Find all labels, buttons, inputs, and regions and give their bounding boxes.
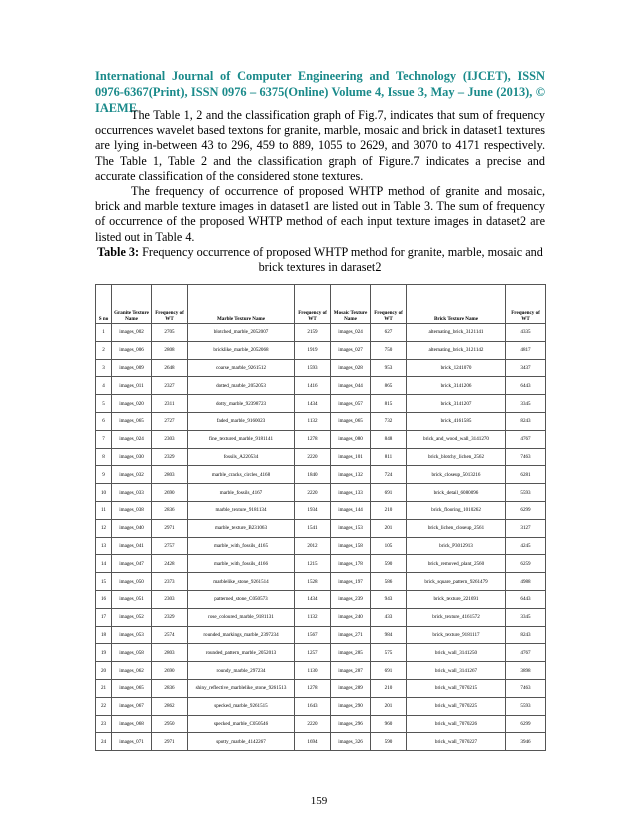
- column-header: Frequency of WT: [371, 285, 407, 324]
- table-cell: 19: [96, 644, 112, 662]
- table-cell: 11: [96, 501, 112, 519]
- table-cell: brick_closeup_5013216: [407, 466, 506, 484]
- table-cell: 2803: [152, 466, 188, 484]
- table-cell: 6299: [506, 715, 546, 733]
- table-cell: 10: [96, 484, 112, 502]
- table-cell: specked_marble_9261515: [188, 697, 295, 715]
- column-header: Frequency of WT: [506, 285, 546, 324]
- table-cell: images_050: [112, 573, 152, 591]
- table-cell: 6281: [506, 466, 546, 484]
- column-header: Mosaic Texture Name: [331, 285, 371, 324]
- table-cell: 691: [371, 662, 407, 680]
- table-cell: 2950: [152, 715, 188, 733]
- table-cell: images_240: [331, 608, 371, 626]
- table-cell: brick_texture_9181117: [407, 626, 506, 644]
- column-header: Marble Texture Name: [188, 285, 295, 324]
- table-cell: marble_texture_B231063: [188, 519, 295, 537]
- table-cell: dotty_marble_92398723: [188, 395, 295, 413]
- table-cell: 2220: [295, 484, 331, 502]
- table-row: [96, 590, 546, 608]
- table-cell: alternating_brick_3121142: [407, 341, 506, 359]
- table-cell: brick_texture_4161572: [407, 608, 506, 626]
- table-cell: images_030: [112, 448, 152, 466]
- table-caption-label: Table 3:: [97, 245, 140, 259]
- table-cell: 2373: [152, 573, 188, 591]
- table-cell: 12: [96, 519, 112, 537]
- table-cell: images_032: [112, 466, 152, 484]
- table-cell: marble_fossils_4167: [188, 484, 295, 502]
- table-cell: 691: [371, 484, 407, 502]
- table-cell: 2648: [152, 359, 188, 377]
- table-cell: 5593: [506, 697, 546, 715]
- table-cell: 105: [371, 537, 407, 555]
- table-cell: 23: [96, 715, 112, 733]
- table-cell: 1593: [295, 359, 331, 377]
- table-cell: 4: [96, 377, 112, 395]
- table-cell: 9: [96, 466, 112, 484]
- table-row: [96, 448, 546, 466]
- table-cell: 811: [371, 448, 407, 466]
- table-cell: 1257: [295, 644, 331, 662]
- table-cell: images_044: [331, 377, 371, 395]
- column-header: Frequency of WT: [295, 285, 331, 324]
- table-cell: brick_wall_7070227: [407, 733, 506, 751]
- table-cell: fine_textured_marble_9181141: [188, 430, 295, 448]
- table-cell: brick_flooring_1010262: [407, 501, 506, 519]
- table-cell: images_296: [331, 715, 371, 733]
- table-row: [96, 324, 546, 342]
- table-cell: 6443: [506, 377, 546, 395]
- table-cell: brick_lichen_closeup_2561: [407, 519, 506, 537]
- column-header: Granite Texture Name: [112, 285, 152, 324]
- table-cell: images_239: [331, 590, 371, 608]
- table-cell: 201: [371, 697, 407, 715]
- table-cell: images_053: [112, 626, 152, 644]
- table-cell: 3345: [506, 395, 546, 413]
- table-cell: 943: [371, 590, 407, 608]
- table-cell: 22: [96, 697, 112, 715]
- table-cell: images_065: [112, 412, 152, 430]
- table-cell: images_326: [331, 733, 371, 751]
- table-cell: 1434: [295, 395, 331, 413]
- table-cell: faded_marble_9160023: [188, 412, 295, 430]
- table-cell: 1840: [295, 466, 331, 484]
- journal-header: International Journal of Computer Engineering and Technology (IJCET), ISSN 0976-6367(Print), ISSN 0976 – 6375(Online) Volume 4, Issue 3, May – June (2013), © IAEME: [95, 69, 545, 115]
- table-cell: images_041: [112, 537, 152, 555]
- table-cell: 1278: [295, 430, 331, 448]
- table-cell: brick_detail_6080096: [407, 484, 506, 502]
- table-cell: 2727: [152, 412, 188, 430]
- table-cell: brick_removed_plant_2560: [407, 555, 506, 573]
- table-cell: alternating_brick_3121141: [407, 324, 506, 342]
- table-cell: 1416: [295, 377, 331, 395]
- table-row: [96, 537, 546, 555]
- table-cell: 8: [96, 448, 112, 466]
- table-cell: 2971: [152, 733, 188, 751]
- table-cell: bricklike_marble_2052068: [188, 341, 295, 359]
- table-cell: 2574: [152, 626, 188, 644]
- table-cell: 7: [96, 430, 112, 448]
- table-cell: images_071: [112, 733, 152, 751]
- table-cell: 5593: [506, 484, 546, 502]
- table-cell: 627: [371, 324, 407, 342]
- table-cell: 2311: [152, 395, 188, 413]
- table-cell: 1278: [295, 679, 331, 697]
- table-row: [96, 430, 546, 448]
- table-cell: 15: [96, 573, 112, 591]
- table-row: [96, 501, 546, 519]
- table-cell: specked_marble_C050546: [188, 715, 295, 733]
- column-header: S no: [96, 285, 112, 324]
- table-cell: brick_wall_3141267: [407, 662, 506, 680]
- table-cell: coarse_marble_9261512: [188, 359, 295, 377]
- table-cell: marble_with_fossils_4165: [188, 537, 295, 555]
- table-cell: images_197: [331, 573, 371, 591]
- table-cell: rose_coloured_marble_9181131: [188, 608, 295, 626]
- table-cell: 8243: [506, 626, 546, 644]
- table-cell: images_051: [112, 590, 152, 608]
- table-row: [96, 377, 546, 395]
- table-cell: 590: [371, 733, 407, 751]
- table-row: [96, 662, 546, 680]
- table-cell: fossils_A220534: [188, 448, 295, 466]
- table-cell: images_011: [112, 377, 152, 395]
- table-cell: images_002: [112, 324, 152, 342]
- table-cell: brick_3141206: [407, 377, 506, 395]
- table-cell: 2303: [152, 590, 188, 608]
- table-cell: 7463: [506, 679, 546, 697]
- table-cell: 2808: [152, 341, 188, 359]
- table-cell: 4767: [506, 644, 546, 662]
- table-cell: images_024: [112, 430, 152, 448]
- table-caption: [95, 245, 545, 275]
- table-row: [96, 341, 546, 359]
- table-cell: 3127: [506, 519, 546, 537]
- table-cell: brick_square_pattern_9261479: [407, 573, 506, 591]
- table-cell: 590: [371, 555, 407, 573]
- table-cell: brick_and_wood_wall_3141270: [407, 430, 506, 448]
- table-cell: dotted_marble_2052053: [188, 377, 295, 395]
- table-cell: images_101: [331, 448, 371, 466]
- table-cell: 2803: [152, 644, 188, 662]
- table-cell: brick_wall_7070215: [407, 679, 506, 697]
- table-cell: 4245: [506, 537, 546, 555]
- table-cell: images_040: [112, 519, 152, 537]
- table-cell: 3345: [506, 608, 546, 626]
- table-cell: images_038: [112, 501, 152, 519]
- table-cell: 848: [371, 430, 407, 448]
- table-cell: brick_wall_3141250: [407, 644, 506, 662]
- table-cell: 433: [371, 608, 407, 626]
- page-number: 159: [310, 795, 328, 807]
- table-cell: images_133: [331, 484, 371, 502]
- table-cell: brick_P3012913: [407, 537, 506, 555]
- table-cell: 2: [96, 341, 112, 359]
- table-cell: images_289: [331, 679, 371, 697]
- column-header: Brick Texture Name: [407, 285, 506, 324]
- table-row: [96, 519, 546, 537]
- table-cell: images_178: [331, 555, 371, 573]
- table-cell: 201: [371, 519, 407, 537]
- table-row: [96, 697, 546, 715]
- table-cell: images_132: [331, 466, 371, 484]
- table-cell: 6: [96, 412, 112, 430]
- table-cell: images_065: [112, 679, 152, 697]
- table-cell: 4335: [506, 324, 546, 342]
- table-header-row: [96, 285, 546, 324]
- table-cell: brick_4161585: [407, 412, 506, 430]
- table-cell: 2690: [152, 662, 188, 680]
- table-row: [96, 555, 546, 573]
- table-cell: images_065: [331, 412, 371, 430]
- table-cell: images_033: [112, 484, 152, 502]
- table-cell: 1132: [295, 608, 331, 626]
- table-row: [96, 412, 546, 430]
- table-cell: 1567: [295, 626, 331, 644]
- table-cell: 3898: [506, 662, 546, 680]
- table-cell: 6299: [506, 501, 546, 519]
- table-cell: 984: [371, 626, 407, 644]
- table-cell: brick_blotchy_lichen_2562: [407, 448, 506, 466]
- table-cell: images_057: [331, 395, 371, 413]
- table-cell: images_027: [331, 341, 371, 359]
- table-cell: 1694: [295, 733, 331, 751]
- table-cell: 732: [371, 412, 407, 430]
- table-cell: images_144: [331, 501, 371, 519]
- table-cell: 2836: [152, 679, 188, 697]
- table-cell: 865: [371, 377, 407, 395]
- table-cell: brick_1241070: [407, 359, 506, 377]
- table-cell: shiny_reflective_marblelike_stone_9261513: [188, 679, 295, 697]
- table-cell: images_080: [331, 430, 371, 448]
- table-cell: images_287: [331, 662, 371, 680]
- table-row: [96, 359, 546, 377]
- table-cell: 14: [96, 555, 112, 573]
- table-cell: 4817: [506, 341, 546, 359]
- table-cell: images_024: [331, 324, 371, 342]
- table-cell: 2220: [295, 448, 331, 466]
- table-cell: 4767: [506, 430, 546, 448]
- table-cell: 2690: [152, 484, 188, 502]
- table-row: [96, 484, 546, 502]
- table-row: [96, 466, 546, 484]
- table-cell: 3437: [506, 359, 546, 377]
- table-cell: images_271: [331, 626, 371, 644]
- table-cell: 2012: [295, 537, 331, 555]
- table-cell: 2971: [152, 519, 188, 537]
- table-cell: images_047: [112, 555, 152, 573]
- table-cell: images_062: [112, 662, 152, 680]
- table-cell: 210: [371, 501, 407, 519]
- table-row: [96, 679, 546, 697]
- table-cell: 5: [96, 395, 112, 413]
- table-cell: 575: [371, 644, 407, 662]
- table-cell: 3946: [506, 733, 546, 751]
- table-cell: 1919: [295, 341, 331, 359]
- table-cell: marble_cracks_circles_4168: [188, 466, 295, 484]
- table-row: [96, 626, 546, 644]
- table-cell: 2159: [295, 324, 331, 342]
- table-cell: 2329: [152, 608, 188, 626]
- paragraph-2: The frequency of occurrence of proposed WHTP method of granite and mosaic, brick and marble texture images in dataset1 are listed out in Table 3. The sum of frequency of occurrence of the proposed WHTP method of each input texture images in dataset2 are listed out in Table 4.: [95, 184, 545, 244]
- table-cell: 960: [371, 715, 407, 733]
- table-cell: images_068: [112, 715, 152, 733]
- table-cell: images_058: [112, 644, 152, 662]
- table-cell: 2329: [152, 448, 188, 466]
- body-text: [95, 108, 545, 245]
- column-header: Frequency of WT: [152, 285, 188, 324]
- table-cell: 7463: [506, 448, 546, 466]
- table-cell: roundy_marble_297234: [188, 662, 295, 680]
- table-cell: images_067: [112, 697, 152, 715]
- table-cell: images_028: [331, 359, 371, 377]
- table-cell: 1130: [295, 662, 331, 680]
- table-cell: rounded_pattern_marble_2052013: [188, 644, 295, 662]
- table-cell: 1132: [295, 412, 331, 430]
- table-cell: 20: [96, 662, 112, 680]
- table-cell: 1528: [295, 573, 331, 591]
- table-cell: images_006: [112, 341, 152, 359]
- table-cell: images_020: [112, 395, 152, 413]
- table-cell: rounded_markings_marble_2397234: [188, 626, 295, 644]
- table-cell: 13: [96, 537, 112, 555]
- table-cell: 815: [371, 395, 407, 413]
- table-cell: images_290: [331, 697, 371, 715]
- table-cell: 1643: [295, 697, 331, 715]
- table-body: [96, 324, 546, 751]
- table-cell: 17: [96, 608, 112, 626]
- table-cell: 2303: [152, 430, 188, 448]
- table-cell: 2327: [152, 377, 188, 395]
- table-cell: brick_3141207: [407, 395, 506, 413]
- table-cell: spotty_marble_4142267: [188, 733, 295, 751]
- table-cell: images_052: [112, 608, 152, 626]
- table-cell: 1: [96, 324, 112, 342]
- frequency-table: [95, 284, 546, 751]
- table-row: [96, 395, 546, 413]
- table-cell: 8243: [506, 412, 546, 430]
- table-row: [96, 608, 546, 626]
- table-cell: 953: [371, 359, 407, 377]
- table-caption-text: Frequency occurrence of proposed WHTP method for granite, marble, mosaic and brick textures in daraset2: [139, 245, 543, 275]
- table-cell: patterned_stone_C050573: [188, 590, 295, 608]
- table-cell: 1541: [295, 519, 331, 537]
- table-row: [96, 733, 546, 751]
- table-cell: brick_wall_7070225: [407, 697, 506, 715]
- table-cell: 4988: [506, 573, 546, 591]
- table-cell: 3: [96, 359, 112, 377]
- table-cell: images_158: [331, 537, 371, 555]
- table-cell: brick_wall_7070226: [407, 715, 506, 733]
- table-cell: images_285: [331, 644, 371, 662]
- table-cell: 18: [96, 626, 112, 644]
- table-cell: 210: [371, 679, 407, 697]
- table-cell: marble_texture_9181134: [188, 501, 295, 519]
- table-cell: 2862: [152, 697, 188, 715]
- table-cell: 2757: [152, 537, 188, 555]
- table-cell: images_009: [112, 359, 152, 377]
- table-cell: 1215: [295, 555, 331, 573]
- table-cell: 21: [96, 679, 112, 697]
- table-cell: images_153: [331, 519, 371, 537]
- table-cell: 2836: [152, 501, 188, 519]
- table-cell: 2705: [152, 324, 188, 342]
- table-cell: 1434: [295, 590, 331, 608]
- table-cell: 6259: [506, 555, 546, 573]
- table-cell: 750: [371, 341, 407, 359]
- table-cell: brick_texture_221691: [407, 590, 506, 608]
- table-cell: 6443: [506, 590, 546, 608]
- table-row: [96, 715, 546, 733]
- table-cell: 2428: [152, 555, 188, 573]
- table-row: [96, 573, 546, 591]
- paragraph-1: The Table 1, 2 and the classification graph of Fig.7, indicates that sum of frequency occurrences wavelet based textons for granite, marble, mosaic and brick in dataset1 textures are lying in-between 43 to 296, 459 to 889, 1055 to 2629, and 3070 to 4171 respectively. The Table 1, Table 2 and the classification graph of Figure.7 indicates a precise and accurate classification of the considered stone textures.: [95, 108, 545, 183]
- table-cell: 1934: [295, 501, 331, 519]
- table-cell: blotched_marble_2052007: [188, 324, 295, 342]
- table-row: [96, 644, 546, 662]
- table-cell: 586: [371, 573, 407, 591]
- table-cell: 724: [371, 466, 407, 484]
- table-cell: 16: [96, 590, 112, 608]
- table-cell: 24: [96, 733, 112, 751]
- table-cell: marblelike_stone_9261514: [188, 573, 295, 591]
- table-cell: 2220: [295, 715, 331, 733]
- table-cell: marble_with_fossils_4166: [188, 555, 295, 573]
